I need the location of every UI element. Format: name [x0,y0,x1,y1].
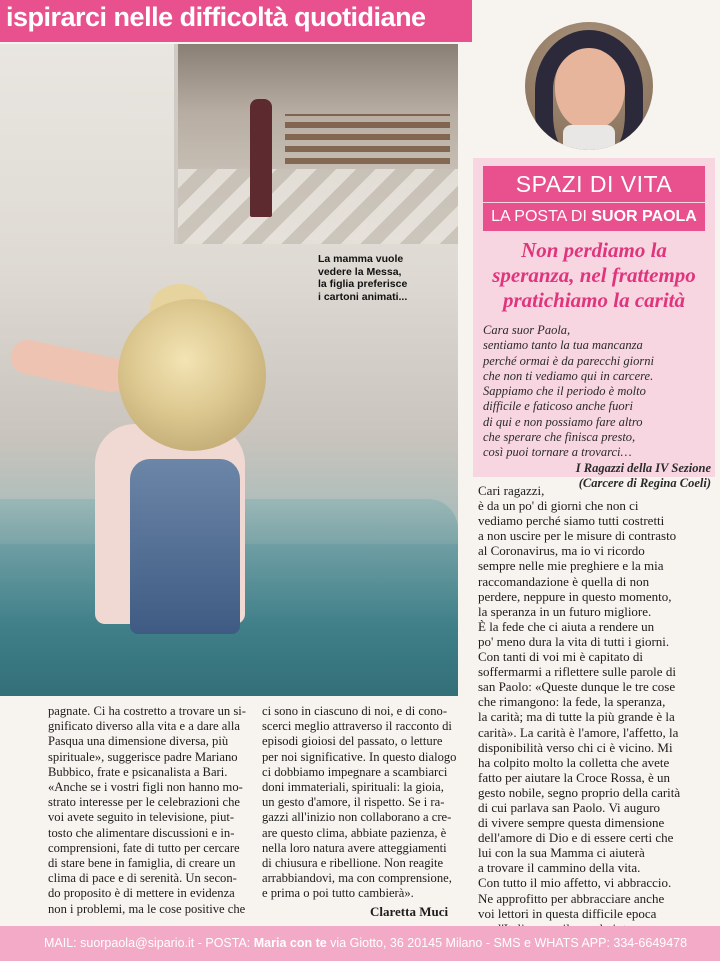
reply-line: disponibilità verso chi ci è vicino. Mi [478,739,673,755]
article-line: di chiusura e ribellione. Non reagite [262,856,444,871]
reply-line: ha colpito molto la colletta che avete [478,754,670,770]
portrait-collar [563,125,615,150]
footer-brand: Maria con te [253,936,327,950]
reply-line: po' meno dura la vita di tutti i giorni. [478,633,670,649]
article-line: doni immateriali, spirituali: la gioia, [262,780,444,795]
child-dress [130,459,240,634]
article-column-2 [262,704,467,902]
reply-line: gesto nobile, segno proprio della carità [478,784,681,800]
reply-line: vediamo perché siamo tutti costretti [478,513,665,529]
letter-line: che non ti vediamo qui in carcere. [483,368,654,383]
reply-line: al Coronavirus, ma io vi ricordo [478,543,645,559]
reply-line: voi lettori in questa difficile epoca [478,905,657,921]
priest-figure [250,99,272,217]
article-line: nella loro natura avere atteggiamenti [262,840,447,855]
article-line: clima di pace e di serenità. Un secon- [48,871,237,886]
photo-caption [318,253,436,303]
reply-line: la carità; ma di tutte la più grande è la [478,709,675,725]
article-line: tosto che alimentare discussioni e in- [48,825,235,840]
letter-line: Cara suor Paola, [483,323,571,337]
footer-contact-prefix: MAIL: suorpaola@sipario.it - POSTA: [44,936,254,950]
headline-line: Non perdiamo la [521,238,667,262]
reply-line: sempre nelle mie preghiere e la mia [478,558,664,574]
rubric-subtitle [483,203,705,231]
article-line: ci dobbiamo impegnare a scambiarci [262,764,448,779]
article-line: pagnate. Ci ha costretto a trovare un si- [48,704,246,718]
article-line: Bubbico, frate e psicanalista a Bari. [48,764,228,779]
reply-line: di cui parlava san Paolo. Vi auguro [478,799,661,815]
reply-line: a trovare il cammino della vita. [478,860,641,876]
article-line: di stare bene in famiglia, di creare un [48,856,236,871]
reply-line: Con tanti di voi mi è capitato di [478,649,644,665]
article-line: per noi significative. In questo dialogo [262,749,457,764]
letter-line: perché ormai è da parecchi giorni [483,353,654,368]
reader-letter [483,323,711,491]
headline [478,238,710,313]
article-line: episodi gioiosi del passato, o letture [262,734,443,749]
photo-child-watching-mass [0,44,458,696]
church-pews [285,114,450,164]
author-portrait [525,22,653,150]
church-floor [178,169,458,244]
reply-line: è da un po' di giorni che non ci [478,498,639,514]
caption-line: vedere la Messa, [318,265,402,278]
letter-signature: I Ragazzi della IV Sezione [575,460,711,475]
reply-line: Cari ragazzi, [478,483,545,498]
header-strip [0,0,472,42]
rubric-title: SPAZI DI VITA [483,166,705,202]
article-author: Claretta Muci [370,904,449,919]
letter-line: sentiamo tanto la tua mancanza [483,338,643,353]
article-line: scerci meglio attraverso il racconto di [262,719,452,734]
article-line: comprensioni, fate di tutto per cercare [48,840,240,855]
reply-line: È la fede che ci aiuta a rendere un [478,618,655,634]
footer-contact-rest: via Giotto, 36 20145 Milano - SMS e WHATS APP: 334-6649478 [326,936,688,950]
letter-line: di qui e non possiamo fare altro [483,414,643,429]
contact-footer [0,926,720,961]
reply-line: Con tutto il mio affetto, vi abbraccio. [478,875,672,891]
article-line: e prima o poi tutto cambierà». [262,886,414,901]
reply-line: fatto per aiutare la Croce Rossa, è un [478,769,671,785]
article-line: voi avete seguito in televisione, piut- [48,810,235,825]
letter-line: così puoi tornare a trovarci… [483,445,632,460]
caption-line: i cartoni animati... [318,290,408,303]
reply-line: soffermarmi a riflettere sulle parole di [478,664,676,680]
reply-line: lui con la sua Mamma ci aiuterà [478,845,645,861]
reply-line: di vivere sempre questa dimensione [478,815,665,831]
article-line: strato interesse per le celebrazioni che [48,795,240,810]
reply-line: Ne approfitto per abbracciare anche [478,890,665,906]
reply-text [478,483,716,936]
letter-line: difficile e faticoso anche fuori [483,399,633,414]
article-line: ci sono in ciascuno di noi, e di cono- [262,704,448,718]
reply-line: la speranza in un futuro migliore. [478,603,652,619]
reply-line: dell'amore di Dio e di essere certi che [478,830,674,846]
article-line: un gesto d'amore, il rispetto. Se i ra- [262,795,445,810]
reply-line: san Paolo: «Queste dunque le tre cose [478,679,676,695]
rubric-subtitle-name: SUOR PAOLA [591,208,697,225]
child-arm [8,337,132,395]
article-line: gazzi all'inizio non collaborano a cre- [262,810,452,825]
caption-line: La mamma vuole [318,253,404,265]
caption-line: la figlia preferisce [318,278,408,290]
headline-line: speranza, nel frattempo [492,263,696,287]
article-line: non i problemi, ma le cose positive che [48,901,246,916]
article-line: spirituale», suggerisce padre Mariano [48,749,238,764]
article-line: «Anche se i vostri figli non hanno mo- [48,780,243,795]
reply-line: a non uscire per le misure di contrasto [478,528,677,544]
letter-line: Sappiamo che il periodo è molto [483,384,646,399]
article-line: are questo clima, abbiate pazienza, è [262,825,447,840]
reply-line: raccomandazione è quella di non [478,573,650,589]
reply-line: perdere, neppure in questo momento, [478,588,672,604]
article-line: Pasqua una dimensione diversa, più [48,734,229,749]
letter-signature: (Carcere di Regina Coeli) [578,475,711,490]
article-line: gnificato diverso alla vita e a dare alla [48,719,240,734]
article-column-1 [48,704,253,917]
article-line: do proposito è di mettere in evidenza [48,886,235,901]
page-title: ispirarci nelle difficoltà quotidiane [6,2,426,32]
headline-line: pratichiamo la carità [502,288,685,312]
rubric-subtitle-prefix: LA POSTA DI [491,208,587,225]
reply-line: carità». La carità è l'amore, l'affetto, la [478,724,679,740]
article-line: arrabbiandovi, ma con comprensione, [262,871,452,886]
letter-line: che sperare che finisca presto, [483,430,636,445]
reply-line: che rimangono: la fede, la speranza, [478,694,666,710]
child-head [118,299,266,451]
